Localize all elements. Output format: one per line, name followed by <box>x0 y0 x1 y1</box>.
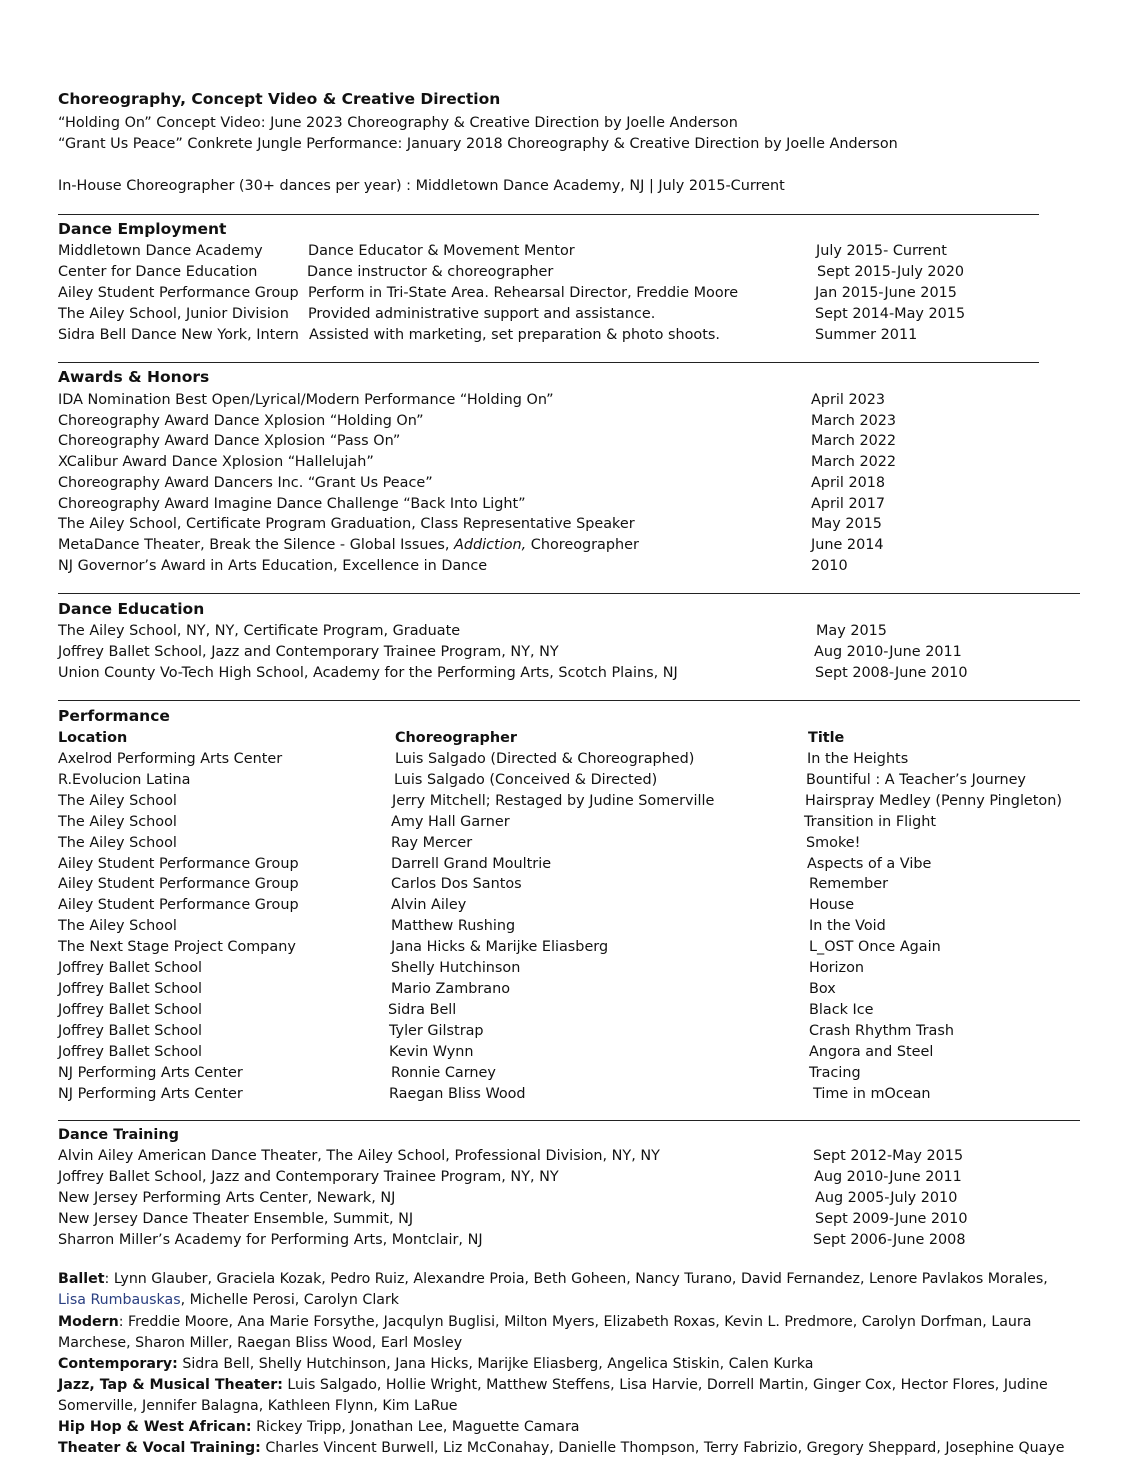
divider <box>58 362 1039 363</box>
perf-location: Joffrey Ballet School <box>58 960 203 976</box>
dates: Sept 2015-July 2020 <box>817 264 965 280</box>
perf-location: The Ailey School <box>58 835 177 851</box>
perf-choreographer: Tyler Gilstrap <box>389 1023 484 1039</box>
col-choreographer: Choreographer <box>395 730 517 746</box>
dates: Sept 2014-May 2015 <box>815 306 966 322</box>
perf-location: NJ Performing Arts Center <box>58 1086 243 1102</box>
role: Dance Educator & Movement Mentor <box>308 243 575 259</box>
award: XCalibur Award Dance Xplosion “Hallelujah” <box>58 454 374 470</box>
award: Choreography Award Imagine Dance Challenge “Back Into Light” <box>58 496 526 512</box>
training-school: Sharron Miller’s Academy for Performing Arts, Montclair, NJ <box>58 1232 483 1248</box>
perf-title: Aspects of a Vibe <box>807 856 932 872</box>
perf-location: R.Evolucion Latina <box>58 772 191 788</box>
perf-title: Remember <box>809 876 889 892</box>
role: Dance instructor & choreographer <box>307 264 554 280</box>
teachers-ballet <box>58 1269 1058 1311</box>
perf-choreographer: Amy Hall Garner <box>391 814 510 830</box>
perf-title: Transition in Flight <box>804 814 937 830</box>
school: Union County Vo-Tech High School, Academy for the Performing Arts, Scotch Plains, NJ <box>58 665 678 681</box>
perf-location: Joffrey Ballet School <box>58 1023 203 1039</box>
training-school: Joffrey Ballet School, Jazz and Contemporary Trainee Program, NY, NY <box>58 1169 559 1185</box>
perf-choreographer: Carlos Dos Santos <box>391 876 522 892</box>
employer: Center for Dance Education <box>58 264 258 280</box>
award: IDA Nomination Best Open/Lyrical/Modern Performance “Holding On” <box>58 392 554 408</box>
award-date: March 2022 <box>811 454 897 470</box>
role: Assisted with marketing, set preparation & photo shoots. <box>309 327 720 343</box>
perf-title: Horizon <box>809 960 865 976</box>
training-heading: Dance Training <box>58 1127 179 1143</box>
award-tail: Choreographer <box>526 537 639 553</box>
perf-location: Ailey Student Performance Group <box>58 876 299 892</box>
perf-title: Crash Rhythm Trash <box>809 1023 954 1039</box>
theater-label: Theater & Vocal Training: <box>58 1440 261 1456</box>
employer: Sidra Bell Dance New York, Intern <box>58 327 299 343</box>
divider <box>58 214 1039 215</box>
divider <box>58 700 1080 701</box>
perf-choreographer: Luis Salgado (Directed & Choreographed) <box>395 751 695 767</box>
perf-choreographer: Alvin Ailey <box>391 897 467 913</box>
teachers-modern <box>58 1312 1058 1354</box>
perf-title: Tracing <box>809 1065 861 1081</box>
ballet-label: Ballet <box>58 1271 105 1287</box>
teachers-contemporary <box>58 1354 1058 1375</box>
award-date: May 2015 <box>811 516 882 532</box>
inhouse-line: In-House Choreographer (30+ dances per year) : Middletown Dance Academy, NJ | July 2015-Current <box>58 178 785 194</box>
contemporary-label: Contemporary: <box>58 1356 178 1372</box>
perf-title: In the Void <box>809 918 886 934</box>
perf-title: Black Ice <box>809 1002 874 1018</box>
school: Joffrey Ballet School, Jazz and Contemporary Trainee Program, NY, NY <box>58 644 559 660</box>
perf-title: Bountiful : A Teacher’s Journey <box>806 772 1026 788</box>
education-heading: Dance Education <box>58 600 205 618</box>
training-school: New Jersey Dance Theater Ensemble, Summit, NJ <box>58 1211 414 1227</box>
perf-location: Joffrey Ballet School <box>58 1002 203 1018</box>
award-date: April 2018 <box>811 475 886 491</box>
awards-heading: Awards & Honors <box>58 368 210 386</box>
perf-choreographer: Raegan Bliss Wood <box>389 1086 526 1102</box>
teachers-jazz <box>58 1375 1058 1417</box>
perf-title: Box <box>809 981 836 997</box>
perf-title: Time in mOcean <box>813 1086 931 1102</box>
award-date: March 2023 <box>811 413 897 429</box>
award-date: March 2022 <box>811 433 897 449</box>
school-dates: Aug 2010-June 2011 <box>814 644 962 660</box>
ballet-teacher-link: Lisa Rumbauskas <box>58 1292 181 1308</box>
award: Choreography Award Dancers Inc. “Grant Us Peace” <box>58 475 433 491</box>
hiphop-label: Hip Hop & West African: <box>58 1419 252 1435</box>
employer: Middletown Dance Academy <box>58 243 263 259</box>
choreography-heading: Choreography, Concept Video & Creative Direction <box>58 90 501 108</box>
perf-title: Hairspray Medley (Penny Pingleton) <box>805 793 1062 809</box>
award: Choreography Award Dance Xplosion “Pass On” <box>58 433 401 449</box>
perf-location: Joffrey Ballet School <box>58 1044 203 1060</box>
employer: The Ailey School, Junior Division <box>58 306 289 322</box>
perf-title: L_OST Once Again <box>809 939 941 955</box>
perf-title: In the Heights <box>807 751 909 767</box>
divider <box>58 1120 1080 1121</box>
perf-title: Angora and Steel <box>809 1044 934 1060</box>
perf-location: Ailey Student Performance Group <box>58 856 299 872</box>
perf-location: The Ailey School <box>58 793 177 809</box>
award-date: June 2014 <box>811 537 884 553</box>
perf-location: Axelrod Performing Arts Center <box>58 751 283 767</box>
hiphop-teachers: Rickey Tripp, Jonathan Lee, Maguette Camara <box>251 1419 580 1435</box>
award-italic: Addiction, <box>454 537 527 553</box>
school-dates: Sept 2008-June 2010 <box>815 665 968 681</box>
training-dates: Aug 2005-July 2010 <box>815 1190 958 1206</box>
col-title: Title <box>808 730 845 746</box>
teachers-hiphop <box>58 1417 1058 1438</box>
perf-location: The Ailey School <box>58 814 177 830</box>
school: The Ailey School, NY, NY, Certificate Program, Graduate <box>58 623 461 639</box>
concept-line-2: “Grant Us Peace” Conkrete Jungle Performance: January 2018 Choreography & Creative Direction by Joelle Anderson <box>58 136 898 152</box>
award-date: April 2023 <box>811 392 886 408</box>
perf-choreographer: Ronnie Carney <box>391 1065 496 1081</box>
perf-choreographer: Matthew Rushing <box>391 918 516 934</box>
training-school: New Jersey Performing Arts Center, Newark, NJ <box>58 1190 396 1206</box>
concept-line-1: “Holding On” Concept Video: June 2023 Choreography & Creative Direction by Joelle Anderson <box>58 115 738 131</box>
dates: July 2015- Current <box>816 243 947 259</box>
training-dates: Sept 2012-May 2015 <box>813 1148 964 1164</box>
jazz-teachers: Luis Salgado, Hollie Wright, Matthew Steffens, Lisa Harvie, Dorrell Martin, Ginger Cox, Hector Flores, Judine Somerville, Jennifer Balagna, Kathleen Flynn, Kim LaRue <box>58 1377 1048 1414</box>
col-location: Location <box>58 730 128 746</box>
perf-choreographer: Ray Mercer <box>391 835 473 851</box>
divider <box>58 593 1080 594</box>
dates: Jan 2015-June 2015 <box>815 285 957 301</box>
perf-location: NJ Performing Arts Center <box>58 1065 243 1081</box>
perf-location: Joffrey Ballet School <box>58 981 203 997</box>
school-dates: May 2015 <box>816 623 887 639</box>
training-dates: Aug 2010-June 2011 <box>814 1169 962 1185</box>
award-date: April 2017 <box>811 496 886 512</box>
training-school: Alvin Ailey American Dance Theater, The Ailey School, Professional Division, NY, NY <box>58 1148 660 1164</box>
modern-label: Modern <box>58 1314 119 1330</box>
perf-choreographer: Kevin Wynn <box>389 1044 474 1060</box>
ballet-teachers: : Lynn Glauber, Graciela Kozak, Pedro Ruiz, Alexandre Proia, Beth Goheen, Nancy Turano, David Fernandez, Lenore Pavlakos Morales, <box>104 1271 1048 1287</box>
employer: Ailey Student Performance Group <box>58 285 299 301</box>
performance-heading: Performance <box>58 707 170 725</box>
award-metadance <box>58 538 639 552</box>
perf-choreographer: Jerry Mitchell; Restaged by Judine Somerville <box>392 793 715 809</box>
training-dates: Sept 2009-June 2010 <box>815 1211 968 1227</box>
role: Perform in Tri-State Area. Rehearsal Director, Freddie Moore <box>308 285 739 301</box>
employment-heading: Dance Employment <box>58 220 227 238</box>
award: NJ Governor’s Award in Arts Education, Excellence in Dance <box>58 558 488 574</box>
ballet-teachers-tail: , Michelle Perosi, Carolyn Clark <box>180 1292 400 1308</box>
perf-location: Ailey Student Performance Group <box>58 897 299 913</box>
theater-teachers: Charles Vincent Burwell, Liz McConahay, Danielle Thompson, Terry Fabrizio, Gregory Sheppard, Josephine Quaye <box>260 1440 1065 1456</box>
training-dates: Sept 2006-June 2008 <box>813 1232 966 1248</box>
perf-choreographer: Jana Hicks & Marijke Eliasberg <box>391 939 609 955</box>
perf-choreographer: Luis Salgado (Conceived & Directed) <box>394 772 658 788</box>
perf-choreographer: Shelly Hutchinson <box>391 960 521 976</box>
role: Provided administrative support and assistance. <box>308 306 656 322</box>
perf-choreographer: Darrell Grand Moultrie <box>391 856 552 872</box>
perf-location: The Next Stage Project Company <box>58 939 296 955</box>
perf-title: House <box>809 897 855 913</box>
award-text: MetaDance Theater, Break the Silence - Global Issues, <box>58 537 455 553</box>
perf-title: Smoke! <box>806 835 861 851</box>
teachers-theater <box>58 1438 1098 1459</box>
jazz-label: Jazz, Tap & Musical Theater: <box>58 1377 283 1393</box>
dates: Summer 2011 <box>815 327 918 343</box>
award: The Ailey School, Certificate Program Graduation, Class Representative Speaker <box>58 516 635 532</box>
modern-teachers: : Freddie Moore, Ana Marie Forsythe, Jacqulyn Buglisi, Milton Myers, Elizabeth Roxas, Kevin L. Predmore, Carolyn Dorfman, Laura Marchese, Sharon Miller, Raegan Bliss Wood, Earl Mosley <box>58 1314 1032 1351</box>
award: Choreography Award Dance Xplosion “Holding On” <box>58 413 424 429</box>
perf-choreographer: Sidra Bell <box>388 1002 457 1018</box>
award-date: 2010 <box>811 558 848 574</box>
contemporary-teachers: Sidra Bell, Shelly Hutchinson, Jana Hicks, Marijke Eliasberg, Angelica Stiskin, Calen Kurka <box>177 1356 814 1372</box>
perf-location: The Ailey School <box>58 918 177 934</box>
perf-choreographer: Mario Zambrano <box>391 981 511 997</box>
